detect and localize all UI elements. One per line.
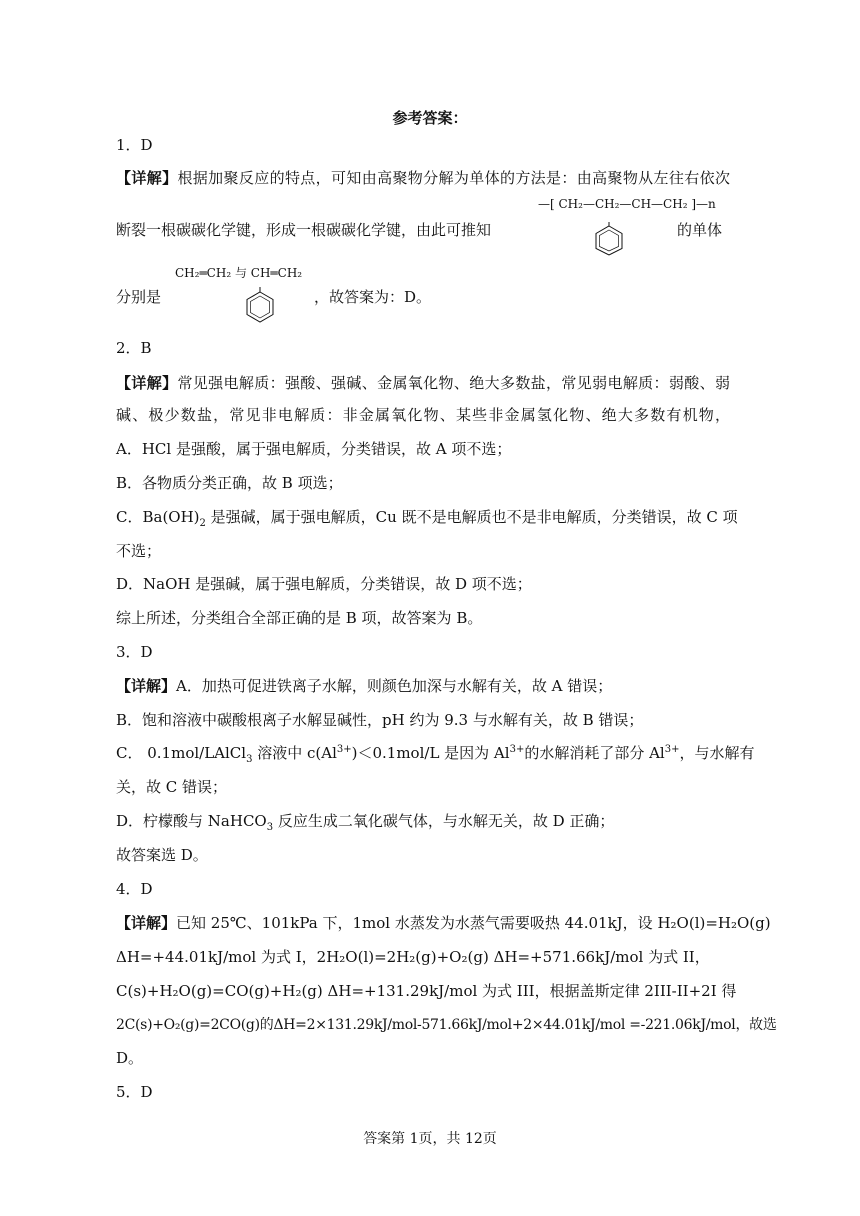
q2-explain-line1 [116, 373, 730, 393]
q2-option-b: B．各物质分类正确，故 B 项选； [116, 474, 343, 492]
q2-summary: 综上所述，分类组合全部正确的是 B 项，故答案为 B。 [116, 609, 483, 627]
q4-text-1: 已知 25℃、101kPa 下，1mol 水蒸发为水蒸气需要吸热 44.01kJ，设 H₂O(l)=H₂O(g) [176, 914, 771, 932]
q4-line2: ΔH=+44.01kJ/mol 为式 I，2H₂O(l)=2H₂(g)+O₂(g) ΔH=+571.66kJ/mol 为式 II， [116, 948, 710, 966]
q3-c-4: 3+ [336, 744, 352, 755]
q2-option-c-cont: 不选； [116, 542, 162, 560]
q3-option-c [116, 743, 755, 765]
detail-tag: 【详解】 [116, 677, 177, 695]
q3-c-2: 3 [246, 754, 253, 765]
q3-summary: 故答案选 D。 [116, 846, 208, 864]
q1-text-2-end: 的单体 [677, 221, 723, 239]
q2-text-1: 常见强电解质：强酸、强碱、金属氧化物、绝大多数盐，常见弱电解质：弱酸、弱 [177, 374, 730, 392]
q3-option-a [116, 676, 612, 696]
q3-d-sub: 3 [266, 822, 274, 833]
detail-tag: 【详解】 [116, 914, 177, 932]
answer-5: 5．D [116, 1083, 153, 1101]
q4-line3: C(s)+H₂O(g)=CO(g)+H₂(g) ΔH=+131.29kJ/mol 为式 III，根据盖斯定律 2III-II+2I 得 [116, 982, 737, 1000]
q2-c-post: 是强碱，属于强电解质，Cu 既不是电解质也不是非电解质，分类错误，故 C 项 [205, 508, 738, 526]
detail-tag: 【详解】 [116, 374, 178, 392]
q3-c-3: 溶液中 c(Al [252, 744, 337, 762]
q4-line5: D。 [116, 1049, 144, 1067]
q2-option-a: A．HCl 是强酸，属于强电解质，分类错误，故 A 项不选； [116, 440, 512, 458]
q3-d-pre: D．柠檬酸与 NaHCO [116, 812, 267, 830]
benzene-ring-icon [243, 287, 277, 323]
q1-explain-line1 [116, 168, 730, 188]
answer-1: 1．D [116, 136, 153, 154]
q3-option-b: B．饱和溶液中碳酸根离子水解显碱性，pH 约为 9.3 与水解有关，故 B 错误； [116, 711, 644, 729]
q4-line4: 2C(s)+O₂(g)=2CO(g)的ΔH=2×131.29kJ/mol-571.66kJ/mol+2×44.01kJ/mol =-221.06kJ/mol，故选 [116, 1017, 777, 1033]
q1-text-2: 断裂一根碳碳化学键，形成一根碳碳化学键，由此可推知 [116, 221, 492, 239]
q1-text-3-end: ，故答案为：D。 [314, 288, 432, 306]
q3-c-5: )＜0.1mol/L 是因为 Al [351, 744, 510, 762]
answer-3: 3．D [116, 643, 153, 661]
q3-c-1: C． 0.1mol/LAlCl [116, 744, 247, 762]
detail-tag: 【详解】 [116, 169, 178, 187]
answer-4: 4．D [116, 880, 153, 898]
benzene-ring-icon [592, 222, 626, 256]
q3-d-post: 反应生成二氧化碳气体，与水解无关，故 D 正确； [273, 812, 615, 830]
q2-c-sub: 2 [199, 518, 206, 529]
page-title: 参考答案： [392, 109, 468, 127]
polymer-formula: —[ CH₂—CH₂—CH—CH₂ ]—n [538, 197, 716, 211]
answer-2: 2．B [116, 339, 152, 357]
page-footer: 答案第 1页，共 12页 [363, 1131, 497, 1147]
q1-text-1: 根据加聚反应的特点，可知由高聚物分解为单体的方法是：由高聚物从左往右依次 [177, 169, 730, 187]
q2-option-d: D．NaOH 是强碱，属于强电解质，分类错误，故 D 项不选； [116, 575, 532, 593]
q3-option-c-cont: 关，故 C 错误； [116, 778, 228, 796]
q3-a-text: A．加热可促进铁离子水解，则颜色加深与水解有关，故 A 错误； [176, 677, 613, 695]
q3-c-7: 的水解消耗了部分 Al [524, 744, 665, 762]
q1-text-3-start: 分别是 [116, 288, 162, 306]
q3-c-8: 3+ [664, 744, 680, 755]
q2-option-c [116, 507, 738, 529]
monomer-formula: CH₂═CH₂ 与 CH═CH₂ [175, 266, 303, 280]
q3-c-6: 3+ [509, 744, 525, 755]
q3-option-d [116, 811, 614, 831]
q2-c-pre: C．Ba(OH) [116, 508, 200, 526]
q4-line1 [116, 913, 771, 933]
q3-c-9: ，与水解有 [679, 744, 755, 762]
q2-explain-line2: 碱、极少数盐，常见非电解质：非金属氧化物、某些非金属氢化物、绝大多数有机物， [116, 406, 730, 424]
